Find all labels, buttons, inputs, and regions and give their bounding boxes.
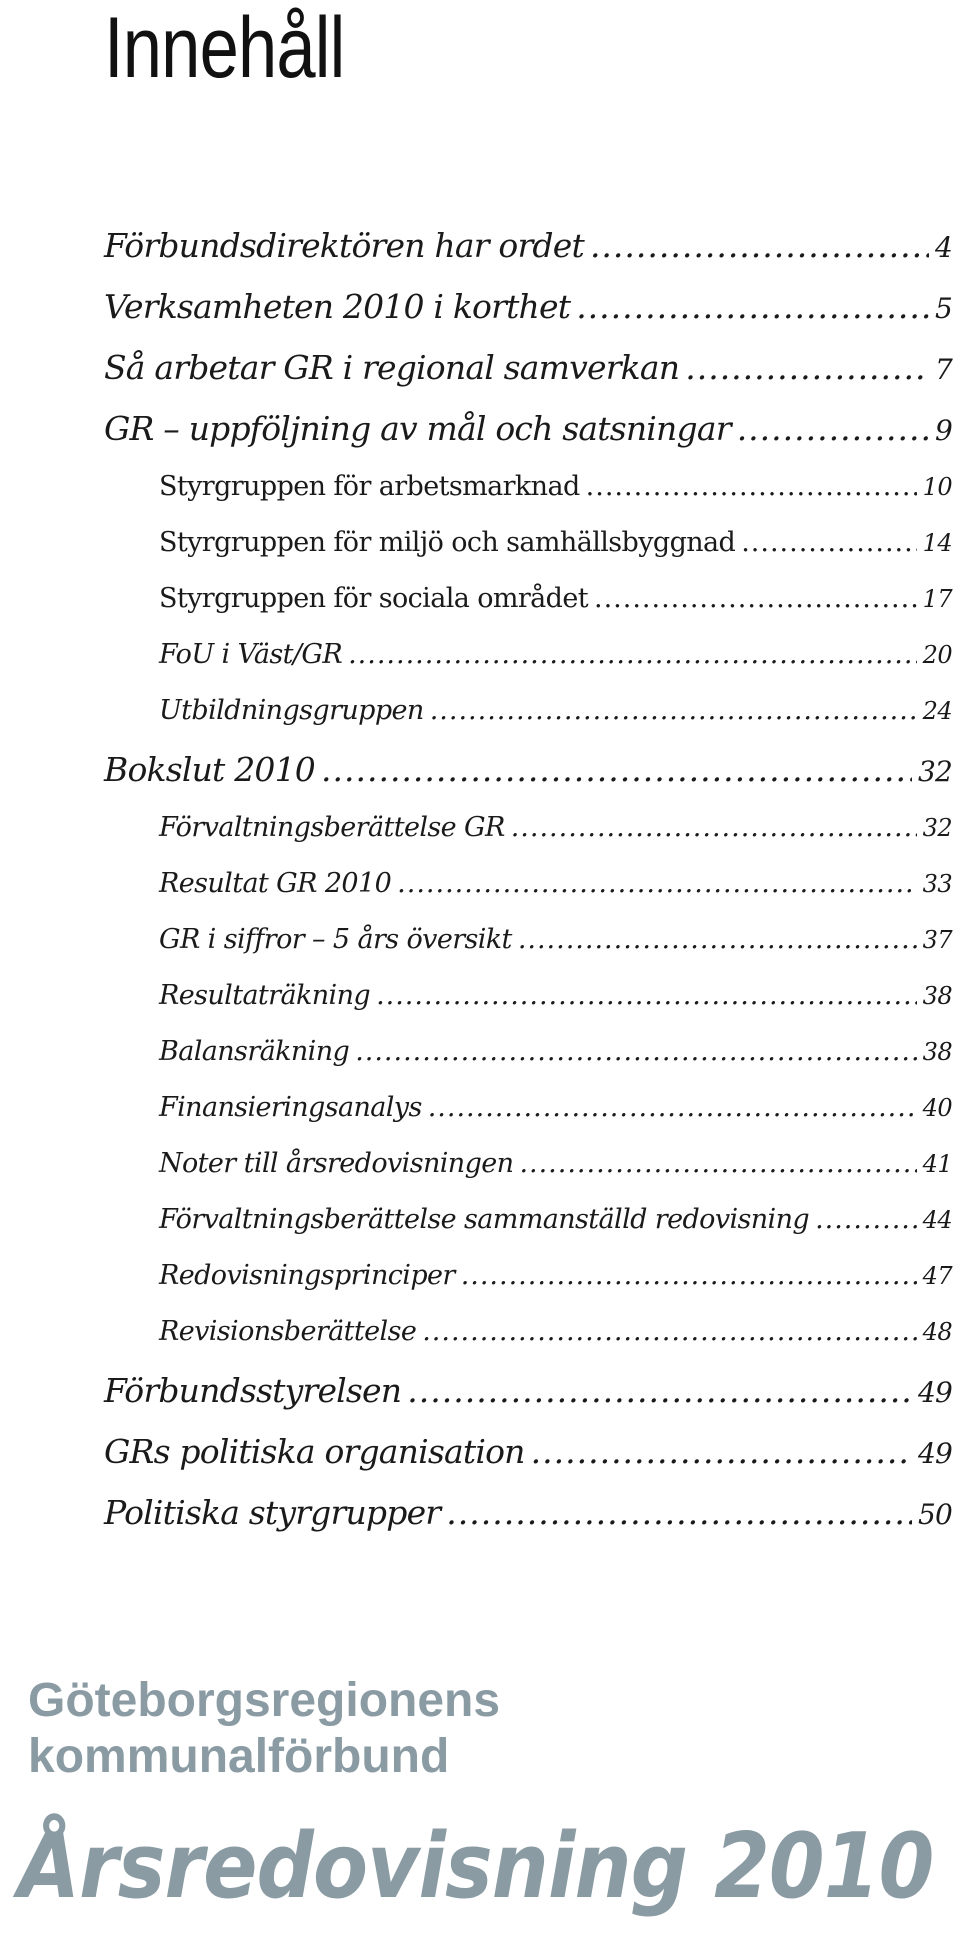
dot-leader [737, 398, 929, 459]
toc-entry-page: 44 [922, 1206, 952, 1234]
toc-subentry[interactable] [0, 800, 960, 856]
toc-subentry[interactable] [0, 912, 960, 968]
dot-leader [407, 1360, 912, 1421]
toc-subentry[interactable] [0, 1304, 960, 1360]
toc-entry-title: GR – uppföljning av mål och satsningar [104, 409, 731, 448]
dot-leader [590, 215, 929, 276]
toc-entry[interactable] [0, 337, 960, 398]
toc-entry-page: 24 [922, 697, 952, 725]
toc-subentry[interactable] [0, 683, 960, 739]
dot-leader [446, 1482, 912, 1543]
dot-leader [519, 1136, 916, 1192]
dot-leader [355, 1024, 916, 1080]
toc-subentry[interactable] [0, 571, 960, 627]
toc-entry-page: 48 [922, 1318, 952, 1346]
dot-leader [815, 1192, 917, 1248]
toc-entry-page: 38 [922, 1038, 952, 1066]
dot-leader [594, 571, 917, 627]
toc-entry-title: Utbildningsgruppen [159, 695, 424, 726]
toc-entry[interactable] [0, 1360, 960, 1421]
toc-subentry[interactable] [0, 1024, 960, 1080]
toc-entry-title: GRs politiska organisation [104, 1432, 525, 1471]
toc-entry-page: 4 [934, 231, 952, 264]
toc-entry-title: Resultaträkning [159, 980, 371, 1011]
toc-entry-title: Så arbetar GR i regional samverkan [104, 348, 680, 387]
toc-entry-title: GR i siffror – 5 års översikt [159, 924, 512, 955]
toc-entry-page: 33 [922, 870, 952, 898]
toc-entry-title: Noter till årsredovisningen [159, 1148, 514, 1179]
toc-entry-page: 14 [922, 529, 952, 557]
dot-leader [518, 912, 917, 968]
toc-subentry[interactable] [0, 1136, 960, 1192]
toc-entry-title: FoU i Väst/GR [159, 639, 343, 670]
toc-entry-title: Redovisningsprinciper [159, 1260, 455, 1291]
organization-name [28, 1673, 500, 1785]
toc-entry-page: 38 [922, 982, 952, 1010]
toc-entry[interactable] [0, 1482, 960, 1543]
toc-entry-title: Styrgruppen för sociala området [159, 583, 588, 614]
toc-entry-title: Styrgruppen för arbetsmarknad [159, 471, 580, 502]
toc-entry-page: 32 [917, 755, 952, 788]
toc-entry-title: Politiska styrgrupper [104, 1493, 441, 1532]
toc-entry-title: Förvaltningsberättelse GR [159, 812, 505, 843]
toc-entry-title: Verksamheten 2010 i korthet [104, 287, 571, 326]
toc-entry-title: Revisionsberättelse [159, 1316, 417, 1347]
dot-leader [428, 1080, 917, 1136]
toc-entry-page: 49 [917, 1437, 952, 1470]
toc-entry-title: Resultat GR 2010 [159, 868, 392, 899]
toc-entry-page: 50 [917, 1498, 952, 1531]
table-of-contents [0, 215, 960, 1543]
toc-entry-page: 5 [934, 292, 952, 325]
dot-leader [586, 459, 917, 515]
toc-entry-page: 10 [922, 473, 952, 501]
dot-leader [321, 739, 912, 800]
toc-entry[interactable] [0, 739, 960, 800]
report-title: Årsredovisning 2010 [18, 1814, 934, 1919]
toc-entry[interactable] [0, 398, 960, 459]
toc-subentry[interactable] [0, 459, 960, 515]
toc-subentry[interactable] [0, 968, 960, 1024]
toc-subentry[interactable] [0, 1080, 960, 1136]
toc-entry-title: Bokslut 2010 [104, 750, 315, 789]
toc-entry-page: 40 [922, 1094, 952, 1122]
toc-entry-page: 9 [934, 414, 952, 447]
toc-entry-title: Finansieringsanalys [159, 1092, 422, 1123]
toc-entry-title: Balansräkning [159, 1036, 350, 1067]
toc-subentry[interactable] [0, 856, 960, 912]
toc-entry-title: Förvaltningsberättelse sammanställd redovisning [159, 1204, 810, 1235]
toc-entry[interactable] [0, 215, 960, 276]
toc-entry-page: 37 [922, 926, 952, 954]
toc-entry[interactable] [0, 1421, 960, 1482]
toc-entry-page: 17 [922, 585, 952, 613]
toc-entry-page: 32 [922, 814, 952, 842]
dot-leader [531, 1421, 912, 1482]
toc-entry-page: 20 [922, 641, 952, 669]
dot-leader [576, 276, 929, 337]
toc-entry-title: Styrgruppen för miljö och samhällsbyggnad [159, 527, 736, 558]
toc-entry-title: Förbundsdirektören har ordet [104, 226, 584, 265]
organization-name-line1: Göteborgsregionens [28, 1674, 501, 1727]
dot-leader [511, 800, 917, 856]
page-title: Innehåll [104, 0, 345, 96]
dot-leader [430, 683, 917, 739]
dot-leader [461, 1248, 917, 1304]
dot-leader [741, 515, 916, 571]
dot-leader [348, 627, 917, 683]
toc-entry[interactable] [0, 276, 960, 337]
toc-entry-page: 41 [922, 1150, 952, 1178]
dot-leader [397, 856, 916, 912]
toc-subentry[interactable] [0, 1248, 960, 1304]
dot-leader [422, 1304, 916, 1360]
toc-entry-title: Förbundsstyrelsen [104, 1371, 402, 1410]
toc-entry-page: 47 [922, 1262, 952, 1290]
organization-name-line2: kommunalförbund [28, 1730, 450, 1783]
toc-entry-page: 49 [917, 1376, 952, 1409]
toc-subentry[interactable] [0, 1192, 960, 1248]
toc-subentry[interactable] [0, 627, 960, 683]
dot-leader [685, 337, 929, 398]
dot-leader [376, 968, 917, 1024]
toc-entry-page: 7 [934, 353, 952, 386]
toc-subentry[interactable] [0, 515, 960, 571]
